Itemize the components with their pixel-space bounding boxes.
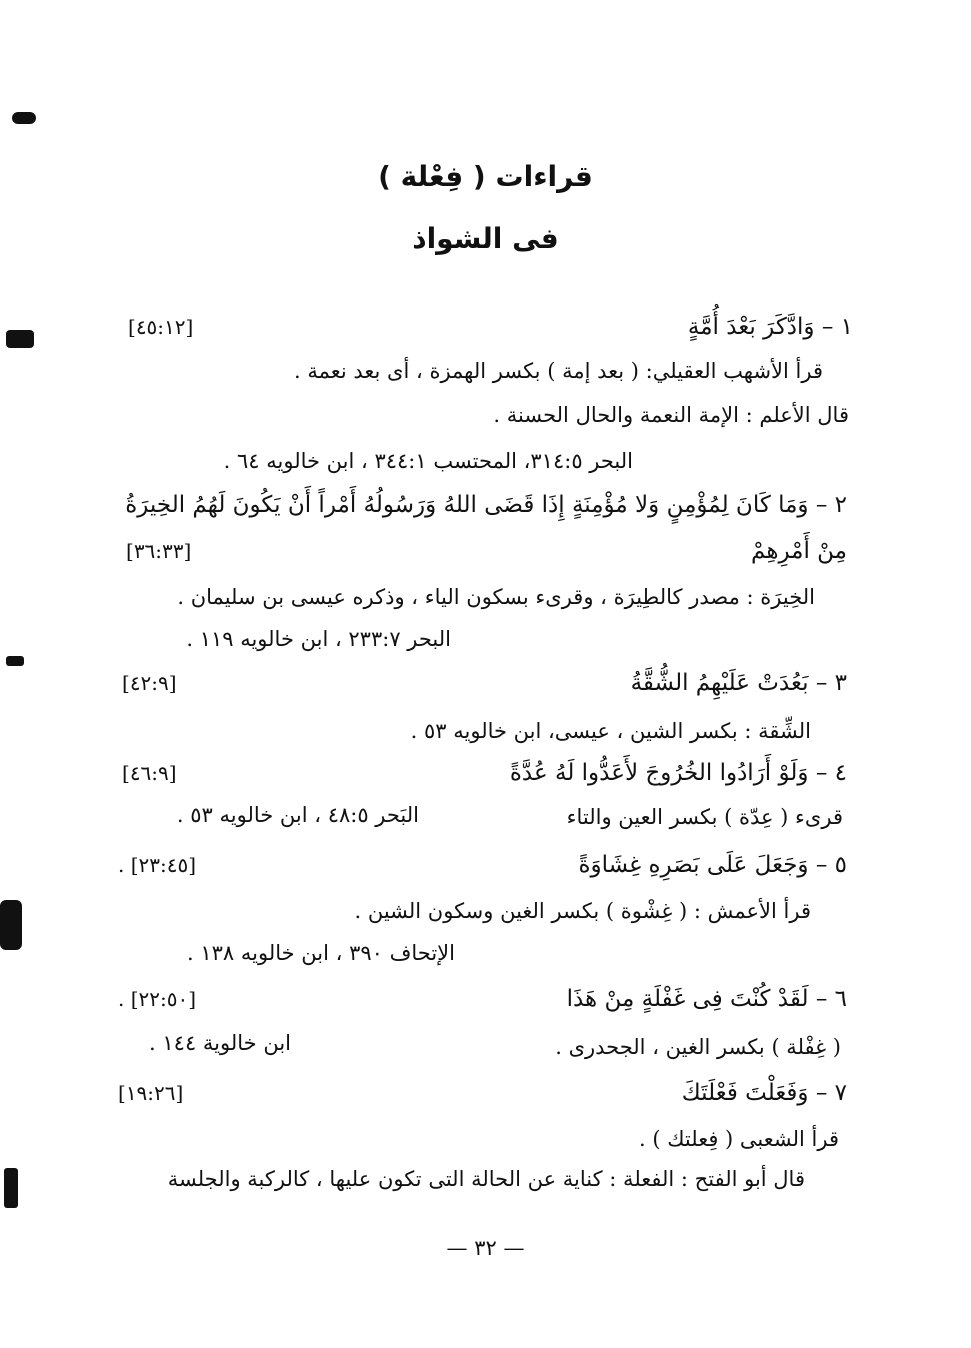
page-subtitle: فى الشواذ xyxy=(412,222,559,255)
entry-note: قرأ الأعمش : ( غِشْوة ) بكسر الغين وسكون الشين . xyxy=(354,899,811,923)
entry-note: الخِيرَة : مصدر كالطِيرَة ، وقرىء بسكون الياء ، وذكره عيسى بن سليمان . xyxy=(177,585,815,609)
entry-reference: . [٢٣:٤٥] xyxy=(118,853,197,877)
entry-citation: البَحر ٤٨:٥ ، ابن خالويه ٥٣ . xyxy=(176,803,419,827)
entry-note: الشِّقة : بكسر الشين ، عيسى، ابن خالويه ٥٣ . xyxy=(410,719,811,743)
entry-verse: ١ – وَادَّكَرَ بَعْدَ أُمَّةٍ xyxy=(687,314,853,340)
entry-reference: [٤٢:٩] xyxy=(122,671,177,695)
entry-reference: [١٩:٢٦] xyxy=(118,1081,184,1105)
scan-mark xyxy=(12,112,36,124)
entry-verse: ٣ – بَعُدَتْ عَلَيْهِمُ الشُّقَّةُ xyxy=(630,670,847,696)
scan-mark xyxy=(6,656,24,666)
entry-verse: ٤ – وَلَوْ أَرَادُوا الخُرُوجَ لأَعَدُّوا لَهُ عُدَّةً xyxy=(509,760,847,786)
entry-citation: البحر ٢٣٣:٧ ، ابن خالويه ١١٩ . xyxy=(186,627,451,651)
entry-verse: ٦ – لَقَدْ كُنْتَ فِى غَفْلَةٍ مِنْ هَذَا xyxy=(566,986,847,1012)
scan-mark xyxy=(0,900,22,950)
entry-reference: [٣٦:٣٣] xyxy=(126,539,192,563)
entry-reference: [٤٥:١٢] xyxy=(128,315,194,339)
page-title: قراءات ( فِعْلة ) xyxy=(378,160,593,193)
entry-note: قال الأعلم : الإمة النعمة والحال الحسنة . xyxy=(493,403,849,427)
entry-citation: البحر ٣١٤:٥، المحتسب ٣٤٤:١ ، ابن خالويه ٦٤ . xyxy=(223,449,633,473)
scan-mark xyxy=(6,330,34,348)
entry-note: قرأ الأشهب العقيلي: ( بعد إمة ) بكسر الهمزة ، أى بعد نعمة . xyxy=(293,359,823,383)
page-number: — ٣٢ — xyxy=(446,1236,525,1260)
entry-note: قال أبو الفتح : الفعلة : كناية عن الحالة التى تكون عليها ، كالركبة والجلسة xyxy=(167,1167,805,1191)
entry-note: قرأ الشعبى ( فِعلتك ) . xyxy=(639,1127,839,1151)
scan-mark xyxy=(4,1168,18,1208)
entry-note: ( غِفْلة ) بكسر الغين ، الجحدرى . xyxy=(555,1035,841,1059)
entry-verse: ٢ – وَمَا كَانَ لِمُؤْمِنٍ وَلا مُؤْمِنَةٍ إِذَا قَضَى اللهُ وَرَسُولُهُ أَمْراً أَنْ يَكُونَ لَهُمُ الخِيرَةُ xyxy=(125,492,847,518)
entry-citation: الإتحاف ٣٩٠ ، ابن خالويه ١٣٨ . xyxy=(187,941,455,965)
entry-verse: ٥ – وَجَعَلَ عَلَى بَصَرِهِ غِشَاوَةً xyxy=(578,852,847,878)
entry-reference: [٤٦:٩] xyxy=(122,761,177,785)
entry-citation: ابن خالوية ١٤٤ . xyxy=(149,1031,291,1055)
entry-verse: ٧ – وَفَعَلْتَ فَعْلَتَكَ xyxy=(681,1080,847,1106)
entry-reference: . [٢٢:٥٠] xyxy=(118,987,197,1011)
entry-verse-continuation: مِنْ أَمْرِهِمْ xyxy=(751,538,847,564)
entry-note: قرىء ( عِدّة ) بكسر العين والتاء xyxy=(566,805,843,829)
